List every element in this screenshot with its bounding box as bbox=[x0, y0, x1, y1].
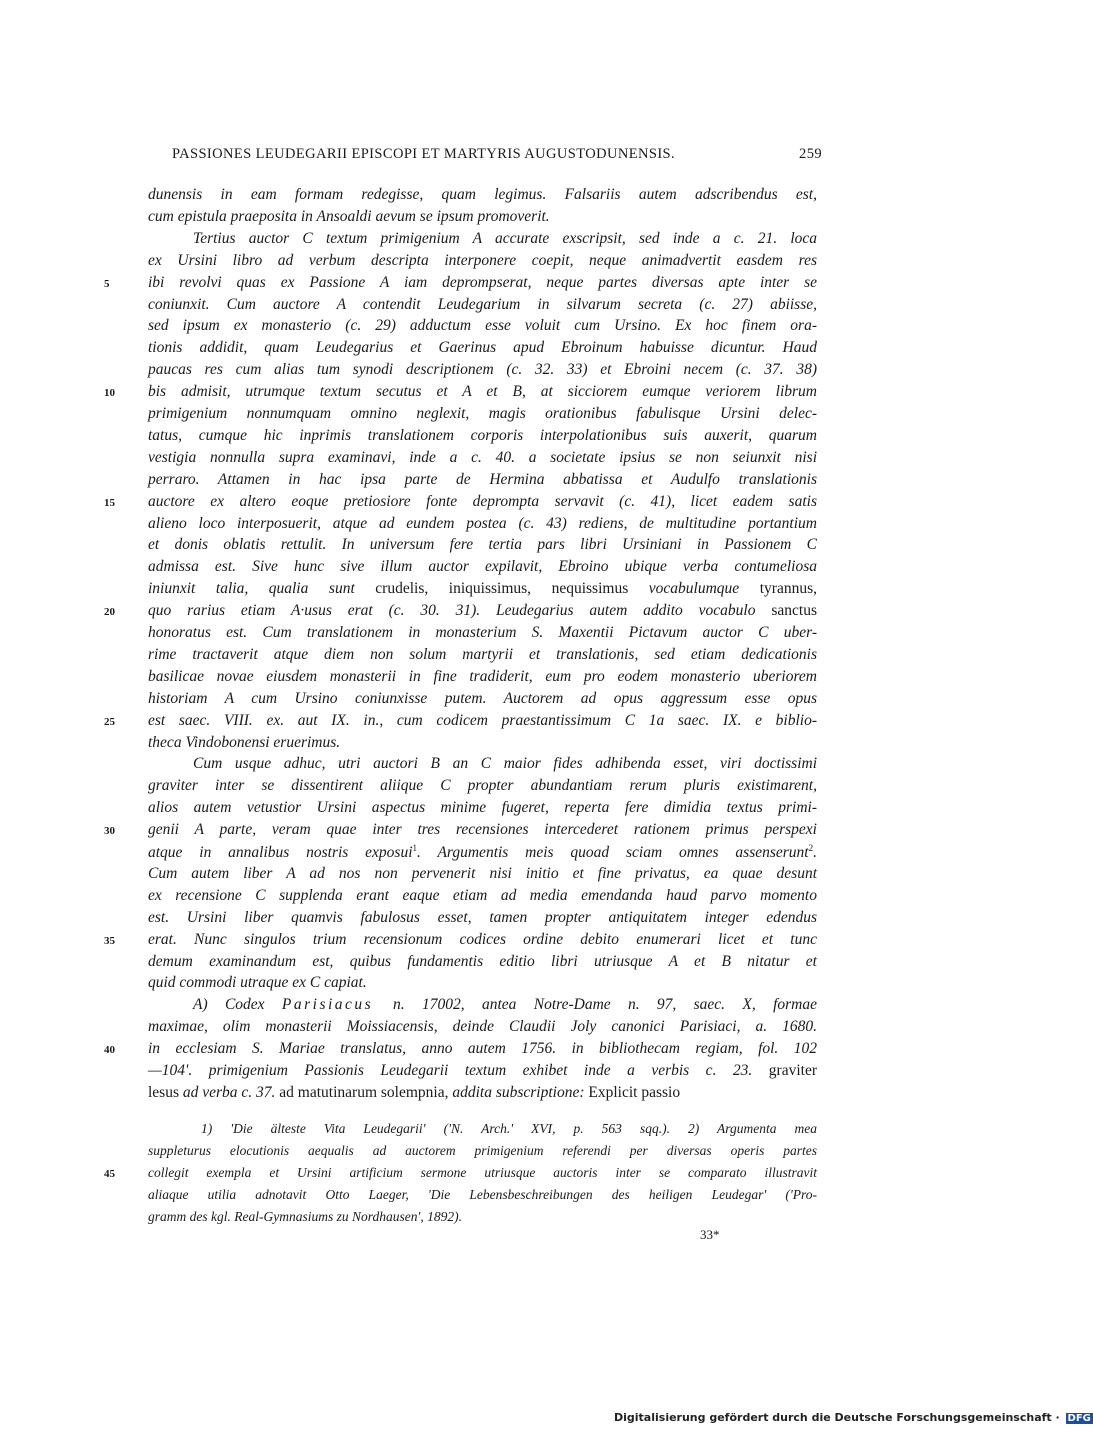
text-line bbox=[148, 493, 817, 516]
text-segment: Parisiacus bbox=[281, 996, 394, 1014]
text-line bbox=[148, 843, 817, 866]
text-line bbox=[148, 996, 817, 1019]
signature-mark: 33* bbox=[700, 1227, 720, 1242]
text-line bbox=[148, 909, 817, 932]
text-segment: rime tractaverit atque diem non solum martyrii et translationis, sed etiam dedicationis bbox=[148, 645, 817, 663]
footnote-line: collegit exempla et Ursini artificium sermone utriusque auctoris inter se comparato illustravit bbox=[148, 1165, 817, 1180]
text-line bbox=[148, 799, 817, 822]
running-header bbox=[172, 146, 822, 168]
line-number: 25 bbox=[104, 715, 115, 728]
text-line bbox=[148, 734, 817, 757]
text-segment: . bbox=[813, 844, 817, 862]
text-segment: erat. Nunc singulos trium recensionum codices ordine debito enumerari licet et tunc bbox=[148, 930, 817, 948]
text-segment: est. Ursini liber quamvis fabulosus esset, tamen propter antiquitatem integer edendus bbox=[148, 908, 817, 926]
text-segment: demum examinandum est, quibus fundamentis editio libri utriusque A et B nitatur et bbox=[148, 952, 817, 970]
text-segment: A) Codex bbox=[193, 996, 282, 1014]
text-segment: bis admisit, utrumque textum secutus et A et B, at sicciorem eumque veriorem librum bbox=[148, 383, 817, 401]
text-segment: quid commodi utraque ex C capiat. bbox=[148, 974, 367, 992]
text-segment: quo rarius etiam A·usus erat (c. 30. 31). Leudegarius autem addito vocabulo bbox=[148, 602, 772, 620]
text-segment: graviter inter se dissentirent aliique C propter abundantiam rerum pluris existimarent, bbox=[148, 777, 817, 795]
text-segment: paucas res cum alias tum synodi descriptionem (c. 32. 33) et Ebroini necem (c. 37. 38) bbox=[148, 361, 817, 379]
text-line bbox=[148, 339, 817, 362]
text-segment: genii A parte, veram quae inter tres recensiones intercederet rationem primus perspexi bbox=[148, 821, 817, 839]
text-line bbox=[148, 252, 817, 275]
text-segment: Cum usque adhuc, utri auctori B an C maior fides adhibenda esset, viri doctissimi bbox=[193, 755, 817, 773]
text-line bbox=[148, 427, 817, 450]
text-segment: . Argumentis meis quoad sciam omnes assenserunt bbox=[417, 844, 809, 862]
text-line bbox=[148, 887, 817, 910]
text-line bbox=[148, 755, 817, 778]
line-number: 20 bbox=[104, 606, 115, 619]
text-line bbox=[148, 186, 817, 209]
text-line bbox=[148, 274, 817, 297]
text-line bbox=[148, 1062, 817, 1085]
text-segment: alieno loco interposuerit, atque ad eundem postea (c. 43) rediens, de multitudine portantium bbox=[148, 514, 817, 532]
text-segment: historiam A cum Ursino coniunxisse putem. Auctorem ad opus aggressum esse opus bbox=[148, 689, 817, 707]
text-segment: iniunxit talia, qualia sunt bbox=[148, 580, 376, 598]
line-number: 30 bbox=[104, 825, 115, 838]
line-number: 15 bbox=[104, 496, 115, 509]
text-line bbox=[148, 208, 817, 231]
text-line bbox=[148, 646, 817, 669]
text-line bbox=[148, 515, 817, 538]
text-segment: alios autem vetustior Ursini aspectus minime fugeret, reperta fere dimidia textus primi- bbox=[148, 799, 817, 817]
dfg-logo: DFG bbox=[1067, 1413, 1091, 1424]
text-segment: perraro. Attamen in hac ipsa parte de Hermina abbatissa et Audulfo translationis bbox=[148, 470, 817, 488]
line-number: 10 bbox=[104, 387, 115, 400]
text-segment: sed ipsum ex monasterio (c. 29) adductum esse voluit cum Ursino. Ex hoc finem ora- bbox=[148, 317, 817, 335]
text-line bbox=[148, 536, 817, 559]
text-segment: primigenium nonnumquam omnino neglexit, magis orationibus fabulisque Ursini delec- bbox=[148, 405, 817, 422]
line-number: 35 bbox=[104, 934, 115, 947]
text-line bbox=[148, 953, 817, 976]
text-segment: tionis addidit, quam Leudegarius et Gaerinus apud Ebroinum habuisse dicuntur. Haud bbox=[148, 339, 817, 357]
text-segment: addita subscriptione: bbox=[452, 1083, 589, 1101]
text-line bbox=[148, 580, 817, 603]
text-segment: cum epistula praeposita in Ansoaldi aevum se ipsum promoverit. bbox=[148, 207, 550, 225]
text-segment: ad verba c. 37. bbox=[182, 1083, 280, 1101]
text-segment: crudelis, iniquissimus, nequissimus bbox=[375, 580, 649, 598]
text-segment: vocabulumque bbox=[648, 580, 760, 598]
text-line bbox=[148, 471, 817, 494]
text-segment: et donis oblatis rettulit. In universum fere tertia pars libri Ursiniani in Passionem C bbox=[148, 536, 817, 554]
text-segment: ibi revolvi quas ex Passione A iam deprompserat, neque partes diversas apte inter se bbox=[148, 273, 817, 291]
text-line bbox=[148, 602, 817, 625]
text-segment: vestigia nonnulla supra examinavi, inde a c. 40. a societate ipsius se non seiunxit nisi bbox=[148, 448, 817, 466]
text-segment: honoratus est. Cum translationem in monasterium S. Maxentii Pictavum auctor C uber- bbox=[148, 624, 817, 641]
footer-text: Digitalisierung gefördert durch die Deutsche Forschungsgemeinschaft · bbox=[614, 1411, 1060, 1424]
text-line bbox=[148, 383, 817, 406]
line-number: 45 bbox=[104, 1168, 115, 1180]
text-segment: —104'. primigenium Passionis Leudegarii textum exhibet inde a verbis c. 23. bbox=[148, 1062, 769, 1079]
text-line bbox=[148, 1084, 817, 1107]
text-segment: dunensis in eam formam redegisse, quam legimus. Falsariis autem adscribendus est, bbox=[148, 186, 817, 203]
footnote-line: 1) 'Die älteste Vita Leudegarii' ('N. Arch.' XVI, p. 563 sqq.). 2) Argumenta mea bbox=[201, 1121, 817, 1136]
text-segment: ex recensione C supplenda erant eaque etiam ad media emendanda haud parvo momento bbox=[148, 886, 817, 904]
text-line bbox=[148, 405, 817, 428]
footer-credit bbox=[614, 1411, 1093, 1427]
text-segment: n. 17002, antea Notre-Dame n. 97, saec. X, formae bbox=[393, 996, 817, 1014]
text-line bbox=[148, 865, 817, 888]
text-line bbox=[148, 558, 817, 581]
text-line bbox=[148, 624, 817, 647]
text-segment: lesus bbox=[148, 1083, 183, 1101]
text-line bbox=[148, 1018, 817, 1041]
text-segment: Cum autem liber A ad nos non pervenerit nisi initio et fine privatus, ea quae desunt bbox=[148, 864, 817, 882]
text-segment: est saec. VIII. ex. aut IX. in., cum codicem praestantissimum C 1a saec. IX. e biblio- bbox=[148, 711, 817, 729]
footnote-line: gramm des kgl. Real-Gymnasiums zu Nordhausen', 1892). bbox=[148, 1209, 462, 1224]
page-number: 259 bbox=[799, 146, 822, 162]
text-segment: graviter bbox=[768, 1062, 817, 1079]
text-segment: 1 bbox=[412, 843, 418, 853]
text-line bbox=[148, 361, 817, 384]
text-line bbox=[148, 296, 817, 319]
text-segment: in ecclesiam S. Mariae translatus, anno autem 1756. in bibliothecam regiam, fol. 102 bbox=[148, 1040, 817, 1058]
text-segment: tyrannus, bbox=[759, 580, 818, 598]
text-line bbox=[148, 690, 817, 713]
text-line bbox=[148, 931, 817, 954]
footnote-line: suppleturus elocutionis aequalis ad auctorem primigenium referendi per diversas operis partes bbox=[148, 1143, 817, 1158]
text-segment: admissa est. Sive hunc sive illum auctor expilavit, Ebroino ubique verba contumeliosa bbox=[148, 558, 817, 576]
text-line bbox=[148, 712, 817, 735]
text-segment: theca Vindobonensi eruerimus. bbox=[148, 733, 341, 751]
footnote-line: aliaque utilia adnotavit Otto Laeger, 'Die Lebensbeschreibungen des heiligen Leudegar' ('Pro- bbox=[148, 1187, 817, 1202]
text-segment: ad matutinarum solempnia, bbox=[279, 1083, 453, 1101]
line-number: 40 bbox=[104, 1044, 115, 1057]
text-segment: maximae, olim monasterii Moissiacensis, deinde Claudii Joly canonici Parisiaci, a. 1680. bbox=[148, 1018, 817, 1036]
text-line bbox=[148, 449, 817, 472]
text-line bbox=[148, 668, 817, 691]
running-title: PASSIONES LEUDEGARII EPISCOPI ET MARTYRIS AUGUSTODUNENSIS. bbox=[172, 146, 676, 162]
text-line bbox=[148, 777, 817, 800]
line-number: 5 bbox=[104, 277, 110, 290]
text-segment: coniunxit. Cum auctore A contendit Leudegarium in silvarum secreta (c. 27) abiisse, bbox=[148, 295, 817, 313]
text-segment: Tertius auctor C textum primigenium A accurate exscripsit, sed inde a c. 21. loca bbox=[193, 229, 817, 247]
text-line bbox=[148, 230, 817, 253]
text-line bbox=[148, 1040, 817, 1063]
text-line bbox=[148, 821, 817, 844]
text-line bbox=[148, 317, 817, 340]
text-segment: sanctus bbox=[771, 602, 817, 620]
text-segment: tatus, cumque hic inprimis translationem corporis interpolationibus suis auxerit, quarum bbox=[148, 426, 817, 444]
text-line bbox=[148, 974, 817, 997]
text-segment: 2 bbox=[808, 843, 814, 853]
text-segment: auctore ex altero eoque pretiosiore fonte deprompta servavit (c. 41), licet eadem satis bbox=[148, 492, 817, 510]
text-segment: Explicit passio bbox=[588, 1083, 681, 1101]
text-segment: atque in annalibus nostris exposui bbox=[148, 844, 413, 862]
text-segment: basilicae novae eiusdem monasterii in fine tradiderit, eum pro eodem monasterio uberiorem bbox=[148, 667, 817, 685]
text-segment: ex Ursini libro ad verbum descripta interponere coepit, neque animadvertit easdem res bbox=[148, 251, 817, 269]
